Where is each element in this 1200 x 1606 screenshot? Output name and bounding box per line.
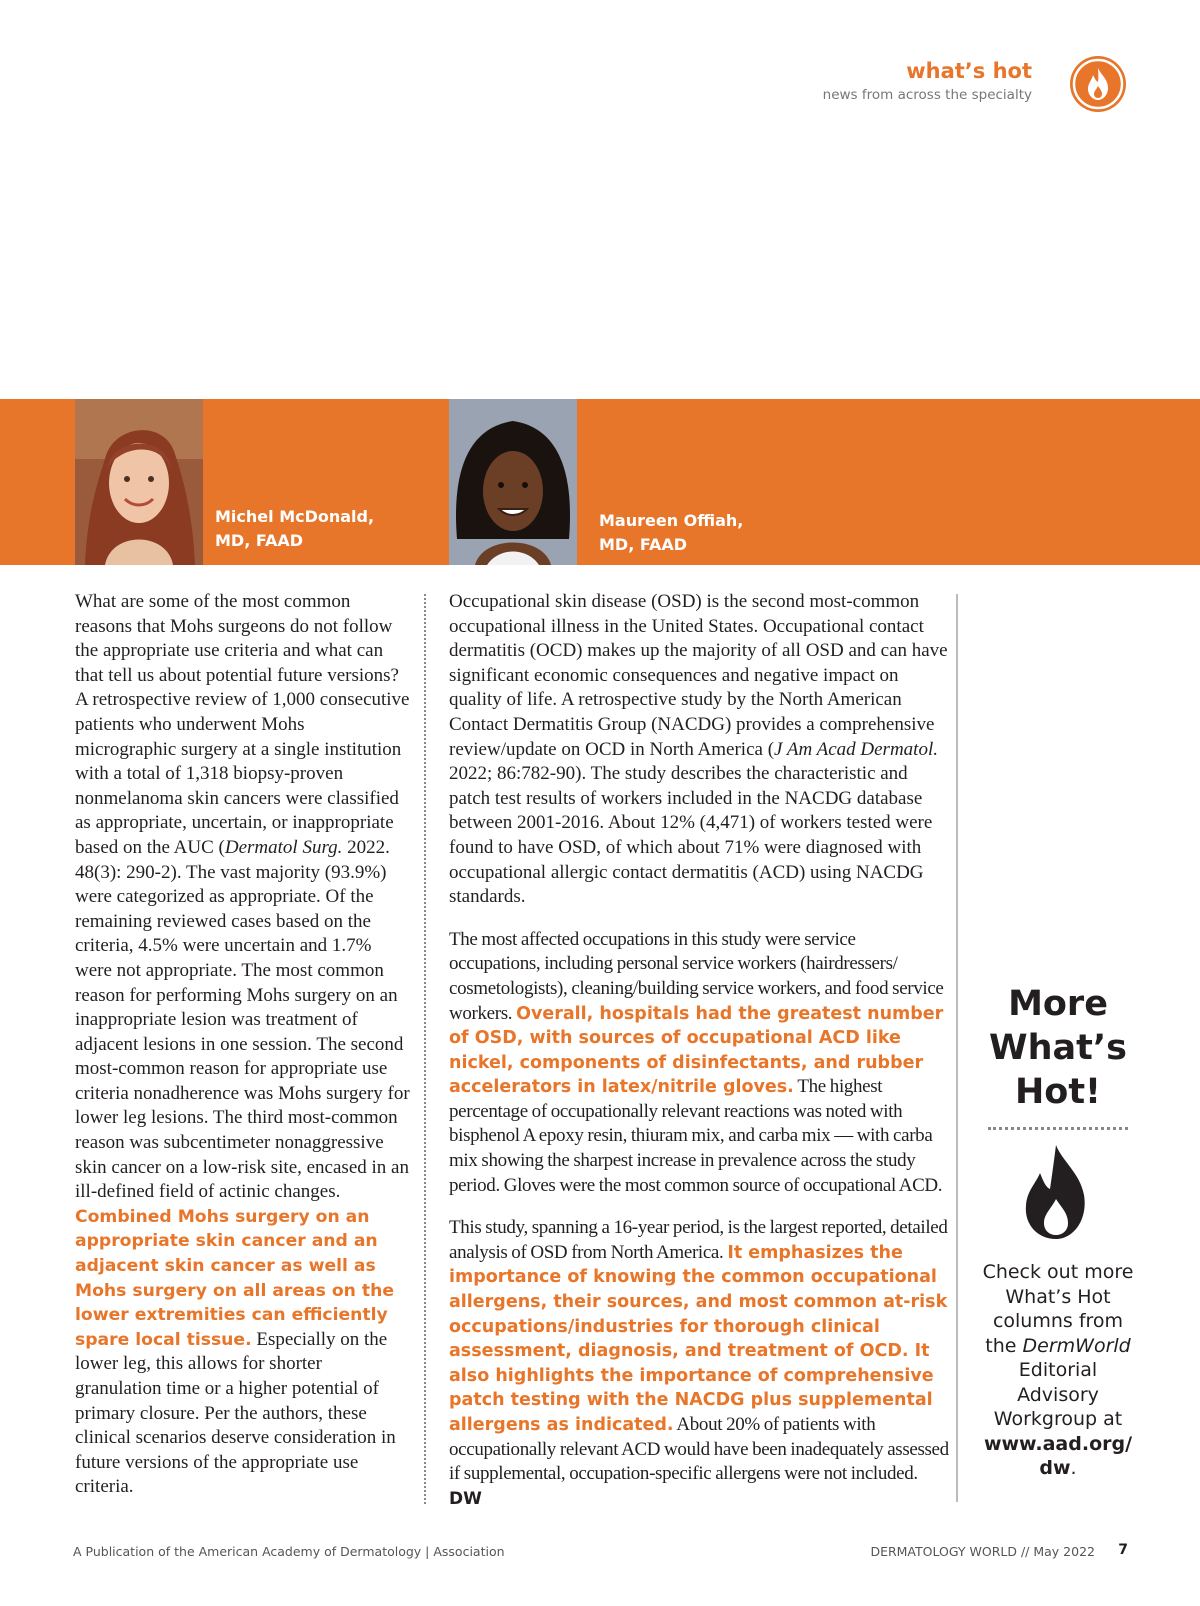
- article-text: The highest percentage of occupationally relevant reactions was noted with bisphenol A epoxy resin, thiuram mix, and carba mix — with carba mix showing the sharpest increase in prevalence across the study period. Gloves were the most common source of occupational ACD.: [449, 1076, 943, 1196]
- article-mohs-auc: [75, 590, 410, 1500]
- website-link[interactable]: www.aad.org/ dw: [983, 1432, 1133, 1479]
- flame-icon: [1018, 1143, 1094, 1248]
- sidebar-dotted-rule: [988, 1127, 1128, 1130]
- sidebar-title-line: Hot!: [1014, 1072, 1102, 1112]
- sidebar-divider: [956, 594, 958, 1502]
- section-title: what’s hot: [906, 59, 1032, 83]
- article-text: What are some of the most common reasons that Mohs surgeons do not follow the appropriate use criteria and what can that tell us about potential future versions? A retrospective review of 1,000 consecutive patients who underwent Mohs micrographic surgery at a single institution with a total of 1,318 biopsy-proven nonmelanoma skin cancers were classified as appropriate, uncertain, or inappropriate based on the AUC (: [75, 591, 410, 858]
- signoff: DW: [449, 1488, 482, 1509]
- sidebar-title-line: More: [1008, 984, 1108, 1024]
- sidebar-copy: Check out more What’s Hot columns from the: [982, 1261, 1134, 1357]
- author-credit-mcdonald: [215, 505, 374, 553]
- article-paragraph: [449, 1216, 949, 1511]
- author-name: Maureen Offiah,: [599, 511, 744, 530]
- section-subtitle: news from across the specialty: [822, 87, 1032, 103]
- highlight-text: It emphasizes the importance of knowing the common occupational allergens, their sources, and most common at-risk occupations/industries for thorough clinical assessment, diagnosis, and treatment of OCD. It also highlights the importance of comprehensive patch testing with the NACDG plus supplemental allergens as indicated.: [449, 1242, 948, 1435]
- author-credentials: MD, FAAD: [599, 535, 687, 554]
- publication-name: DermWorld: [1022, 1334, 1131, 1357]
- article-text: This study, spanning a 16-year period, is the largest reported, detailed analysis of OSD from North America.: [449, 1217, 948, 1263]
- page-number: 7: [1118, 1542, 1128, 1558]
- author-credentials: MD, FAAD: [215, 531, 303, 550]
- article-text: Occupational skin disease (OSD) is the second most-common occupational illness in the United States. Occupational contact dermatitis (OCD) makes up the majority of all OSD and can have significant economic consequences and negative impact on quality of life. A retrospective study by the North American Contact Dermatitis Group (NACDG) provides a comprehensive review/update on OCD in North America (: [449, 591, 948, 760]
- article-text: About 20% of patients with occupationally relevant ACD would have been inadequately assessed if supplemental, occupation-specific allergens were not included.: [449, 1414, 949, 1485]
- column-divider: [424, 594, 426, 1504]
- highlight-text: Combined Mohs surgery on an appropriate skin cancer and an adjacent skin cancer as well as Mohs surgery on all areas on the lower extremities can efficiently spare local tissue.: [75, 1206, 395, 1350]
- article-text: 2022; 86:782-90). The study describes the characteristic and patch test results of workers included in the NACDG database between 2001-2016. About 12% (4,471) of workers tested were found to have OSD, of which about 71% were diagnosed with occupational allergic contact dermatitis (ACD) using NACDG standards.: [449, 763, 933, 908]
- highlight-text: Overall, hospitals had the greatest number of OSD, with sources of occupational ACD like nickel, components of disinfectants, and rubber accelerators in latex/nitrile gloves.: [449, 1003, 944, 1098]
- article-text: 2022. 48(3): 290-2). The vast majority (93.9%) were categorized as appropriate. Of the remaining reviewed cases based on the criteria, 4.5% were uncertain and 1.7% were not appropriate. The most common reason for performing Mohs surgery on an inappropriate lesion was treatment of adjacent lesions in one session. The second most-common reason for appropriate use criteria nonadherence was Mohs surgery for lower leg lesions. The third most-common reason was subcentimeter nonaggressive skin cancer on a low-risk site, encased in an ill-defined field of actinic changes.: [75, 836, 410, 1203]
- article-text: The most affected occupations in this study were service occupations, including personal service workers (hairdressers/ cosmetologists), cleaning/building service workers, and food service workers.: [449, 928, 944, 1024]
- article-paragraph: [75, 590, 410, 1500]
- footer-issue: DERMATOLOGY WORLD // May 2022: [870, 1544, 1095, 1559]
- article-text: Especially on the lower leg, this allows for shorter granulation time or a higher potential of primary closure. Per the authors, these clinical scenarios deserve consideration in future versions of the appropriate use criteria.: [75, 1328, 396, 1498]
- sidebar-copy: Editorial Advisory Workgroup at: [993, 1359, 1123, 1430]
- article-occupational-dermatitis: [449, 590, 949, 1511]
- author-photo-mcdonald: [75, 399, 203, 565]
- article-paragraph: [449, 928, 949, 1199]
- footer-publisher: A Publication of the American Academy of Dermatology | Association: [73, 1544, 505, 1559]
- sidebar-title: [980, 982, 1136, 1114]
- author-credit-offiah: [599, 509, 743, 557]
- author-photo-offiah: [449, 399, 577, 565]
- journal-citation: J Am Acad Dermatol.: [774, 738, 938, 760]
- journal-citation: Dermatol Surg.: [224, 836, 343, 858]
- sidebar-text: [980, 1260, 1136, 1481]
- sidebar-copy: .: [1070, 1457, 1077, 1479]
- author-name: Michel McDonald,: [215, 507, 375, 526]
- sidebar-title-line: What’s: [988, 1028, 1127, 1068]
- article-paragraph: [449, 590, 949, 910]
- flame-icon: [1070, 56, 1126, 112]
